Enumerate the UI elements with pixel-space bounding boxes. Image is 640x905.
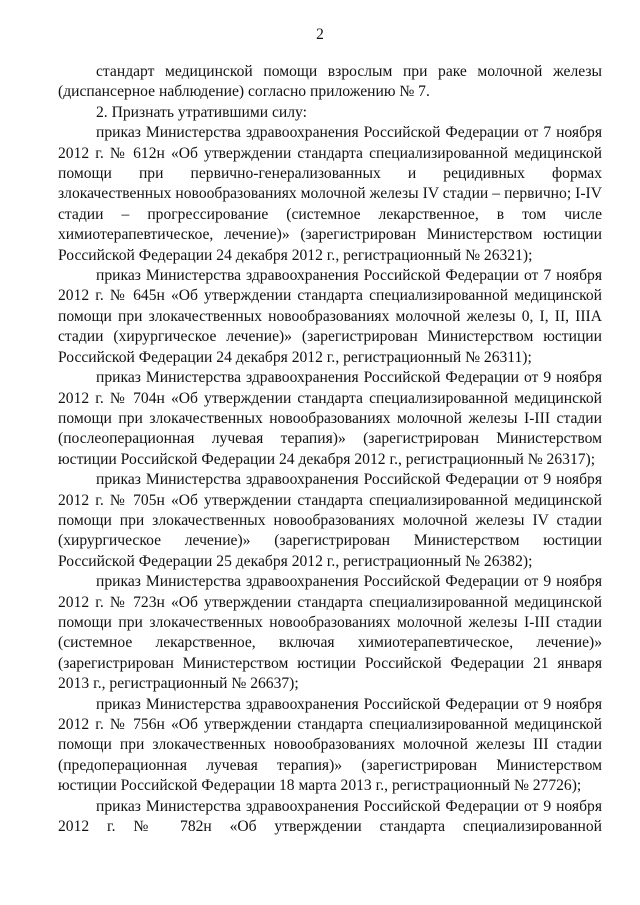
paragraph-order-756n: приказ Министерства здравоохранения Российской Федерации от 9 ноября 2012 г. № 756н «Об утверждении стандарта специализированной медицинской помощи при злокачественных новообразованиях молочной железы III стадии (предоперационная лучевая терапия)» (зарегистрирован Министерством юстиции Российской Федерации 18 марта 2013 г., регистрационный № 27726); <box>58 695 602 795</box>
paragraph-order-612n: приказ Министерства здравоохранения Российской Федерации от 7 ноября 2012 г. № 612н «Об утверждении стандарта специализированной медицинской помощи при первично-генерализованных и рецидивных формах злокачественных новообразованиях молочной железы IV стадии – первично; I-IV стадии – прогрессирование (системное лекарственное, в том числе химиотерапевтическое, лечение)» (зарегистрирован Министерством юстиции Российской Федерации 24 декабря 2012 г., регистрационный № 26321); <box>58 124 602 264</box>
paragraph-order-704n: приказ Министерства здравоохранения Российской Федерации от 9 ноября 2012 г. № 704н «Об утверждении стандарта специализированной медицинской помощи при злокачественных новообразованиях молочной железы I-III стадии (послеоперационная лучевая терапия)» (зарегистрирован Министерством юстиции Российской Федерации 24 декабря 2012 г., регистрационный № 26317); <box>58 369 602 468</box>
paragraph-order-645n: приказ Министерства здравоохранения Российской Федерации от 7 ноября 2012 г. № 645н «Об утверждении стандарта специализированной медицинской помощи при злокачественных новообразованиях молочной железы 0, I, II, IIIA стадии (хирургическое лечение)» (зарегистрирован Министерством юстиции Российской Федерации 24 декабря 2012 г., регистрационный № 26311); <box>58 267 602 366</box>
paragraph-order-782n: приказ Министерства здравоохранения Российской Федерации от 9 ноября 2012 г. № 782н «Об утверждении стандарта специализированной <box>58 797 602 836</box>
paragraph-order-705n: приказ Министерства здравоохранения Российской Федерации от 9 ноября 2012 г. № 705н «Об утверждении стандарта специализированной медицинской помощи при злокачественных новообразованиях молочной железы IV стадии (хирургическое лечение)» (зарегистрирован Министерством юстиции Российской Федерации 25 декабря 2012 г., регистрационный № 26382); <box>58 471 602 570</box>
page-number: 2 <box>316 26 324 43</box>
paragraph-repeal-heading: 2. Признать утратившими силу: <box>96 103 307 121</box>
paragraph-standard-dispensary: стандарт медицинской помощи взрослым при раке молочной железы (диспансерное наблюдение) согласно приложению № 7. <box>58 63 602 101</box>
document-body <box>58 62 602 837</box>
paragraph-order-723n: приказ Министерства здравоохранения Российской Федерации от 9 ноября 2012 г. № 723н «Об утверждении стандарта специализированной медицинской помощи при злокачественных новообразованиях молочной железы I-III стадии (системное лекарственное, включая химиотерапевтическое, лечение)» (зарегистрирован Министерством юстиции Российской Федерации 21 января 2013 г., регистрационный № 26637); <box>58 573 602 693</box>
